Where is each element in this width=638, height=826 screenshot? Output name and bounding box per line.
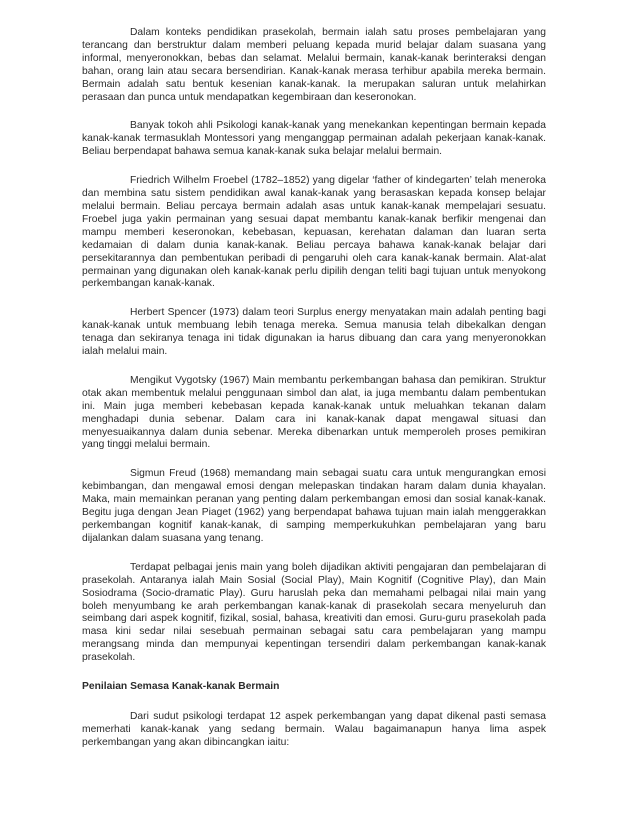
paragraph-assessment-aspects: Dari sudut psikologi terdapat 12 aspek perkembangan yang dapat dikenal pasti semasa memerhati kanak-kanak yang sedang bermain. Walau bagaimanapun hanya lima aspek perkembangan yang akan dibincangkan iaitu:: [82, 710, 546, 748]
paragraph-vygotsky: Mengikut Vygotsky (1967) Main membantu perkembangan bahasa dan pemikiran. Struktur otak akan membentuk melalui penggunaan simbol dan alat, ia juga membantu dalam pembentukan ini. Main juga memberi kebebasan kepada kanak-kanak untuk meluahkan tekanan dalam menghadapi dunia sebenar. Dalam cara ini kanak-kanak dapat mengawal situasi dan menyesuaikannya dalam dunia sebenar. Mereka dibenarkan untuk memperoleh proses pemikiran yang tinggi melalui bermain.: [82, 374, 546, 451]
paragraph-types-of-play: Terdapat pelbagai jenis main yang boleh dijadikan aktiviti pengajaran dan pembelajaran di prasekolah. Antaranya ialah Main Sosial (Social Play), Main Kognitif (Cognitive Play), dan Main Sosiodrama (Socio-dramatic Play). Guru haruslah peka dan memahami pelbagai nilai main yang boleh menyumbang ke arah perkembangan kanak-kanak di prasekolah secara menyeluruh dan seimbang dari aspek kognitif, fizikal, sosial, bahasa, kreativiti dan emosi. Guru-guru prasekolah pada masa kini sedar nilai sesebuah permainan sebagai satu cara pembelajaran yang mampu merangsang minda dan mempunyai kepentingan tersendiri dalam perkembangan kanak-kanak prasekolah.: [82, 561, 546, 664]
paragraph-freud-piaget: Sigmun Freud (1968) memandang main sebagai suatu cara untuk mengurangkan emosi kebimbangan, dan mengawal emosi dengan melepaskan tindakan haram dalam dunia khayalan. Maka, main memainkan peranan yang penting dalam perkembangan emosi dan sosial kanak-kanak. Begitu juga dengan Jean Piaget (1962) yang berpendapat bahawa tujuan main ialah menggerakkan perkembangan kognitif kanak-kanak, di samping memperkukuhkan pembelajaran yang baru dijalankan dalam suasana yang tenang.: [82, 468, 546, 544]
section-heading: Penilaian Semasa Kanak-kanak Bermain: [82, 681, 280, 693]
paragraph-froebel: Friedrich Wilhelm Froebel (1782–1852) yang digelar ‘father of kindegarten’ telah meneroka dan membina satu sistem pendidikan awal kanak-kanak yang berasaskan kepada konsep belajar melalui bermain. Beliau percaya bermain adalah asas untuk kanak-kanak mempelajari sesuatu. Froebel juga yakin permainan yang sesuai dapat membantu kanak-kanak berfikir mengenai dan mampu memberi keseronokan, kebebasan, kepuasan, kerehatan dalaman dan luaran serta kedamaian di dalam dunia kanak-kanak. Beliau percaya bahawa kanak-kanak belajar dari persekitarannya dan pembentukan peribadi di pengaruhi oleh cara kanak-kanak bermain. Alat-alat permainan yang digunakan oleh kanak-kanak perlu dipilih dengan teliti bagi tujuan untuk menyokong perkembangan kanak-kanak.: [82, 175, 546, 290]
paragraph-montessori: Banyak tokoh ahli Psikologi kanak-kanak yang menekankan kepentingan bermain kepada kanak-kanak termasuklah Montessori yang menganggap permainan adalah pekerjaan kanak-kanak. Beliau berpendapat bahawa semua kanak-kanak suka belajar melalui bermain.: [82, 120, 546, 158]
paragraph-spencer: Herbert Spencer (1973) dalam teori Surplus energy menyatakan main adalah penting bagi kanak-kanak untuk membuang lebih tenaga mereka. Semua manusia telah dibekalkan dengan tenaga dan sekiranya tenaga ini tidak digunakan ia harus dibuang dan cara yang menyeronokkan ialah melalui main.: [82, 307, 546, 358]
paragraph-play-definition: Dalam konteks pendidikan prasekolah, bermain ialah satu proses pembelajaran yang terancang dan berstruktur dalam memberi peluang kepada murid belajar dalam suasana yang informal, menyeronokkan, bebas dan selamat. Melalui bermain, kanak-kanak berinteraksi dengan bahan, orang lain atau secara bersendirian. Kanak-kanak merasa terhibur apabila mereka bermain. Bermain adalah satu bentuk kesenian kanak-kanak. Ia merupakan saluran untuk melahirkan perasaan dan punca untuk mendapatkan kegembiraan dan keseronokan.: [82, 27, 546, 103]
